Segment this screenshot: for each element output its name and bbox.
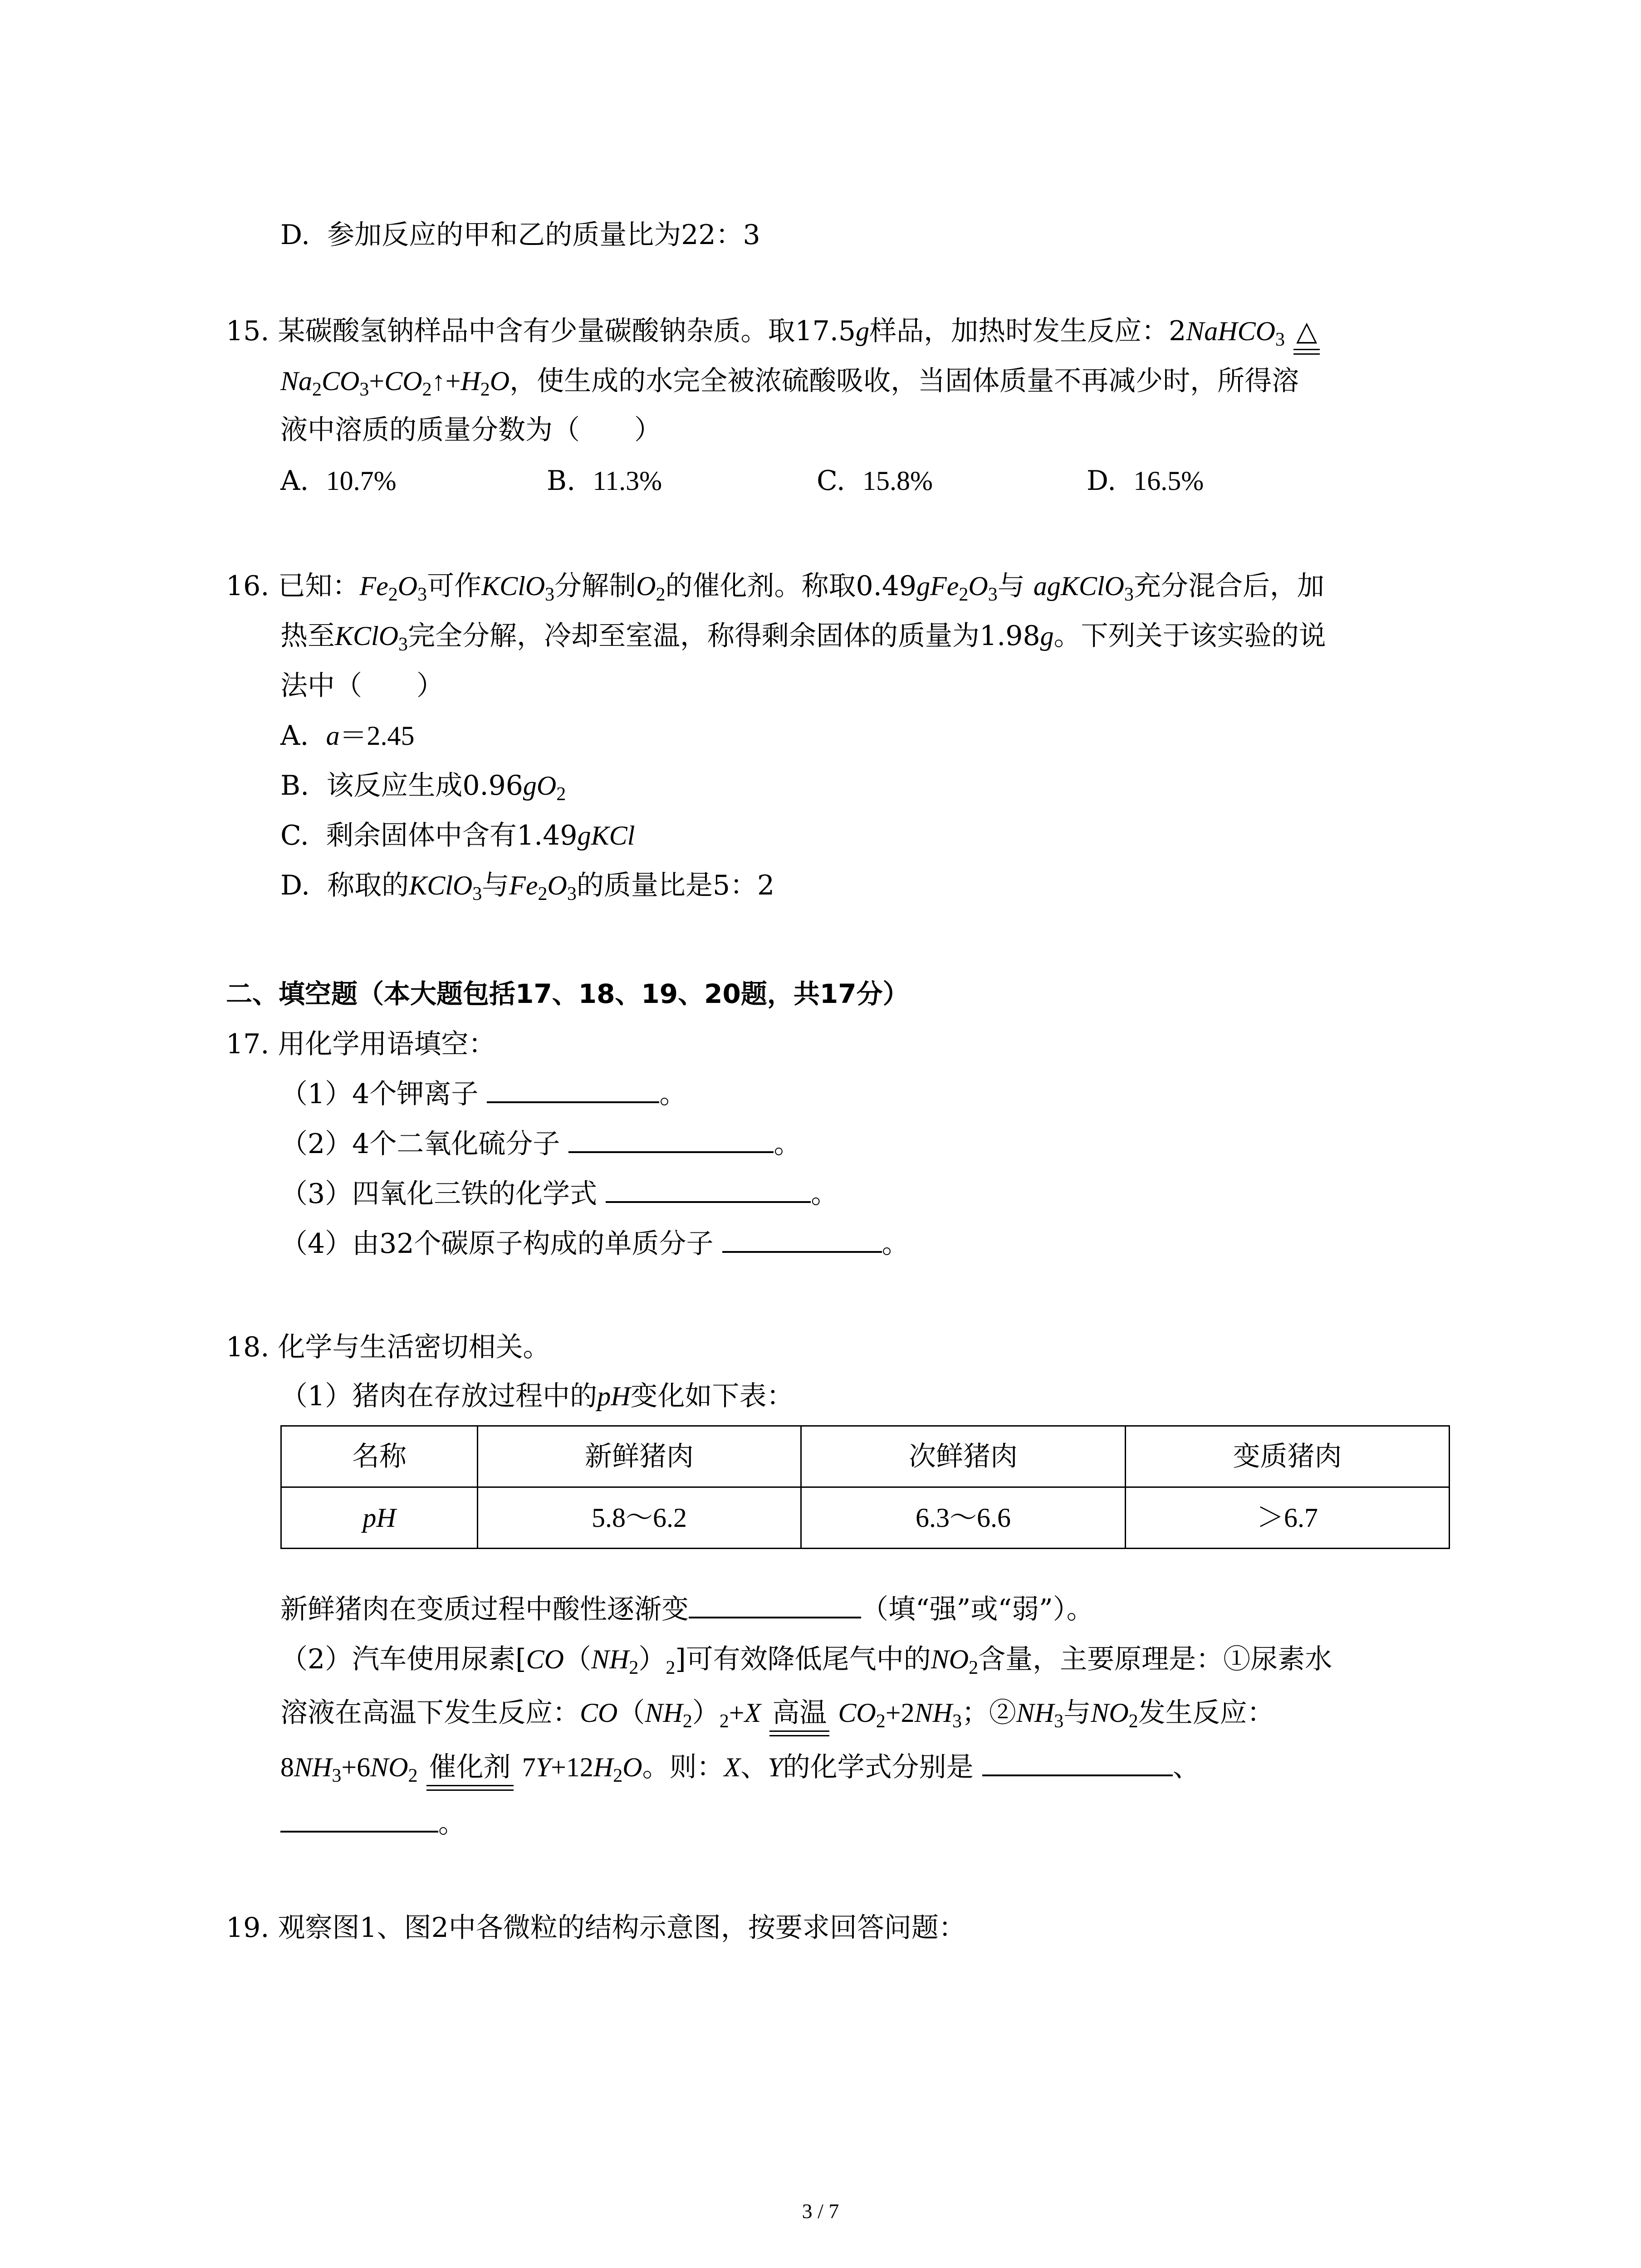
q17-stem	[226, 1028, 496, 1060]
subscript: 3	[952, 1711, 962, 1732]
text: O	[636, 571, 656, 601]
q15-line1	[226, 315, 1320, 350]
option-text: 15.8%	[862, 466, 933, 496]
table-cell: 5.8～6.2	[478, 1487, 801, 1549]
text: （	[617, 1697, 645, 1729]
text: g	[1040, 621, 1054, 651]
text: 分解制	[554, 570, 637, 602]
text: ；②	[961, 1697, 1016, 1729]
text: 样品，加热时发生反应：2	[869, 315, 1186, 347]
subscript: 2	[876, 1711, 886, 1732]
text: O	[490, 366, 510, 396]
text: ，使生成的水完全被浓硫酸吸收，当固体质量不再减少时，所得溶	[509, 365, 1299, 397]
subscript: 3	[1054, 1711, 1064, 1732]
text: 。	[438, 1808, 465, 1839]
text: Fe	[359, 571, 388, 601]
option-text: 称取的	[327, 870, 409, 901]
answer-blank[interactable]	[722, 1251, 882, 1253]
option-text: a	[326, 721, 340, 751]
text: CO	[580, 1698, 618, 1728]
text: 、	[1172, 1751, 1200, 1783]
answer-blank[interactable]	[280, 1830, 438, 1833]
q16-option-a	[280, 720, 415, 752]
q15-option-d	[1087, 465, 1204, 497]
text: 。	[659, 1078, 687, 1110]
text: （1）4个钾离子	[280, 1078, 479, 1110]
text: 溶液在高温下发生反应：	[280, 1697, 580, 1729]
text: X	[744, 1698, 761, 1728]
text: 已知：	[278, 570, 360, 602]
text: 7	[522, 1752, 536, 1782]
q18-stem	[226, 1331, 550, 1363]
text: g	[856, 316, 870, 346]
text: ↑+	[431, 366, 461, 396]
subscript: 3	[545, 584, 555, 605]
option-text: gO	[523, 771, 557, 801]
option-text: gKCl	[577, 821, 635, 850]
table-row	[281, 1487, 1450, 1549]
q16-line1	[226, 570, 1324, 605]
text: 。	[811, 1178, 838, 1210]
text: NaHCO	[1186, 316, 1275, 346]
text: pH	[597, 1381, 631, 1411]
text: 化学与生活密切相关。	[278, 1331, 550, 1363]
answer-blank[interactable]	[982, 1774, 1173, 1776]
text: 变化如下表：	[630, 1380, 794, 1412]
question-number: 17.	[226, 1028, 269, 1060]
table-cell: ＞6.7	[1126, 1487, 1450, 1549]
subscript: 2	[969, 1657, 979, 1678]
text: NO	[931, 1644, 969, 1674]
catalyst-condition: 催化剂	[426, 1754, 514, 1781]
text: 与	[1063, 1697, 1091, 1729]
text: 。则：	[642, 1751, 724, 1783]
text: CO	[838, 1698, 876, 1728]
q18-part2-line3	[280, 1751, 1200, 1786]
option-letter: A.	[280, 720, 309, 752]
q15-option-a	[280, 465, 397, 497]
subscript: 2	[556, 783, 566, 805]
subscript: 3	[1275, 329, 1285, 350]
text: （填“强”或“弱”）。	[861, 1593, 1094, 1625]
subscript: 2	[480, 379, 490, 400]
text: 发生反应：	[1138, 1697, 1274, 1729]
text: 。	[882, 1228, 909, 1260]
text: Na	[280, 366, 313, 396]
text: （3）四氧化三铁的化学式	[280, 1178, 598, 1210]
text: H	[460, 366, 480, 396]
q16-option-b	[280, 770, 566, 805]
answer-blank[interactable]	[606, 1201, 811, 1203]
question-number: 15.	[226, 315, 269, 347]
subscript: 2	[538, 883, 548, 904]
subscript: 2	[312, 379, 322, 400]
q18-part2-line4	[280, 1810, 465, 1837]
q18-part2-line1	[280, 1643, 1332, 1678]
text: +12	[551, 1752, 593, 1782]
text: H	[593, 1752, 613, 1782]
option-letter: C.	[280, 820, 309, 851]
text: 的化学式分别是	[783, 1751, 974, 1783]
high-temperature-condition: 高温	[769, 1699, 829, 1726]
text: NH	[914, 1698, 952, 1728]
text: X	[724, 1752, 741, 1782]
subscript: 2	[422, 379, 432, 400]
q17-item-4	[280, 1228, 909, 1260]
option-text: Fe	[509, 870, 538, 900]
text: （	[563, 1643, 591, 1675]
text: 某碳酸氢钠样品中含有少量碳酸钠杂质。取17.5	[278, 315, 856, 347]
answer-blank[interactable]	[568, 1151, 774, 1153]
text: CO	[384, 366, 422, 396]
text: （1）猪肉在存放过程中的	[280, 1380, 598, 1412]
table-cell: 6.3～6.6	[801, 1487, 1126, 1549]
q16-line2	[280, 620, 1326, 655]
option-text: 16.5%	[1133, 466, 1204, 496]
table-header-row	[281, 1426, 1450, 1487]
q18-part1	[280, 1380, 794, 1412]
text: 、	[740, 1751, 768, 1783]
option-text: 与	[482, 870, 509, 901]
text: NH	[1016, 1698, 1054, 1728]
text: NO	[1091, 1698, 1129, 1728]
option-letter: D.	[1087, 465, 1117, 497]
text: ]可有效降低尾气中的	[675, 1643, 931, 1675]
q16-option-c	[280, 822, 635, 849]
text: gFe	[916, 571, 959, 601]
text: +2	[885, 1698, 915, 1728]
answer-blank[interactable]	[689, 1616, 861, 1618]
subscript: 3	[1124, 584, 1134, 605]
subscript: 3	[332, 1765, 342, 1786]
q15-line2	[280, 365, 1299, 400]
answer-blank[interactable]	[487, 1101, 659, 1103]
text: +	[369, 366, 385, 396]
text: Y	[535, 1752, 551, 1782]
option-text: O	[547, 870, 567, 900]
text: agKClO	[1033, 571, 1124, 601]
text: +6	[341, 1752, 371, 1782]
subscript: 2	[613, 1765, 623, 1786]
heating-condition: △	[1293, 318, 1320, 345]
text: ）	[638, 1643, 666, 1675]
table-header: 变质猪肉	[1126, 1426, 1450, 1487]
q15-line3: 液中溶质的质量分数为（ ）	[280, 414, 661, 446]
subscript: 2	[408, 1765, 418, 1786]
option-text: 剩余固体中含有1.49	[326, 820, 578, 851]
subscript: 2	[388, 584, 398, 605]
option-letter: C.	[817, 465, 845, 497]
q15-option-b	[547, 465, 662, 497]
question-number: 19.	[226, 1912, 269, 1944]
text: 含量，主要原理是：①尿素水	[978, 1643, 1332, 1675]
page-number: 3 / 7	[802, 2200, 839, 2223]
subscript: 3	[567, 883, 577, 904]
text: 的催化剂。称取0.49	[665, 570, 917, 602]
text: 观察图1、图2中各微粒的结构示意图，按要求回答问题：	[278, 1912, 966, 1944]
text: 完全分解，冷却至室温，称得剩余固体的质量为1.98	[408, 620, 1040, 652]
text: O	[968, 571, 988, 601]
option-text: ＝2.45	[339, 721, 415, 751]
text: 用化学用语填空：	[278, 1028, 496, 1060]
text: 。	[774, 1128, 801, 1160]
text: ）	[692, 1697, 720, 1729]
table-row-label: pH	[281, 1487, 478, 1549]
text: （2）汽车使用尿素[	[280, 1643, 526, 1675]
text: KClO	[335, 621, 399, 651]
option-text: 该反应生成0.96	[326, 770, 523, 802]
text: 8	[280, 1752, 294, 1782]
subscript: 3	[988, 584, 998, 605]
text: O	[397, 571, 418, 601]
option-text: 11.3%	[593, 466, 662, 496]
subscript: 3	[472, 883, 482, 904]
subscript: 3	[398, 634, 408, 655]
option-text: KClO	[409, 870, 473, 900]
subscript: 2	[1128, 1711, 1138, 1732]
table-header: 名称	[281, 1426, 478, 1487]
text: 充分混合后，加	[1133, 570, 1324, 602]
text: NO	[370, 1752, 408, 1782]
subscript: 2	[666, 1657, 676, 1678]
section-title: 二、填空题（本大题包括17、18、19、20题，共17分）	[226, 978, 909, 1009]
text: NH	[294, 1752, 332, 1782]
text: +	[729, 1698, 745, 1728]
text: CO	[322, 366, 360, 396]
text: 与	[997, 570, 1034, 602]
text: 热至	[280, 620, 335, 652]
option-letter: D.	[280, 870, 310, 901]
text: 。下列关于该实验的说	[1053, 620, 1326, 652]
table-header: 次鲜猪肉	[801, 1426, 1126, 1487]
option-letter: B.	[547, 465, 576, 497]
text: Y	[768, 1752, 783, 1782]
q18-part2-line2	[280, 1697, 1274, 1732]
table-header: 新鲜猪肉	[478, 1426, 801, 1487]
subscript: 2	[959, 584, 969, 605]
text: （4）由32个碳原子构成的单质分子	[280, 1228, 714, 1260]
subscript: 2	[719, 1711, 729, 1732]
text: NH	[591, 1644, 629, 1674]
q14-option-d	[280, 221, 760, 249]
option-text: 参加反应的甲和乙的质量比为22：3	[327, 219, 760, 251]
text: KClO	[481, 571, 545, 601]
subscript: 3	[359, 379, 369, 400]
option-text: 的质量比是5：2	[576, 870, 775, 901]
option-letter: D.	[280, 219, 310, 251]
q17-item-1	[280, 1080, 686, 1108]
option-text: 10.7%	[326, 466, 397, 496]
text: （2）4个二氧化硫分子	[280, 1128, 560, 1160]
text: 新鲜猪肉在变质过程中酸性逐渐变	[280, 1593, 689, 1625]
option-letter: B.	[280, 770, 309, 802]
question-number: 18.	[226, 1331, 269, 1363]
text: NH	[645, 1698, 683, 1728]
option-letter: A.	[280, 465, 309, 497]
subscript: 2	[629, 1657, 639, 1678]
q16-line3: 法中（ ）	[280, 670, 444, 702]
text: CO	[526, 1644, 564, 1674]
q17-item-2	[280, 1130, 801, 1158]
question-number: 16.	[226, 570, 269, 602]
subscript: 2	[656, 584, 666, 605]
q16-option-d	[280, 870, 775, 904]
q18-fill-line	[280, 1593, 1094, 1625]
q17-item-3	[280, 1178, 838, 1210]
subscript: 3	[417, 584, 427, 605]
ph-table	[280, 1425, 1450, 1549]
q15-option-c	[817, 465, 933, 497]
text: O	[622, 1752, 642, 1782]
q19-stem	[226, 1912, 966, 1944]
subscript: 2	[682, 1711, 692, 1732]
text: 可作	[427, 570, 482, 602]
